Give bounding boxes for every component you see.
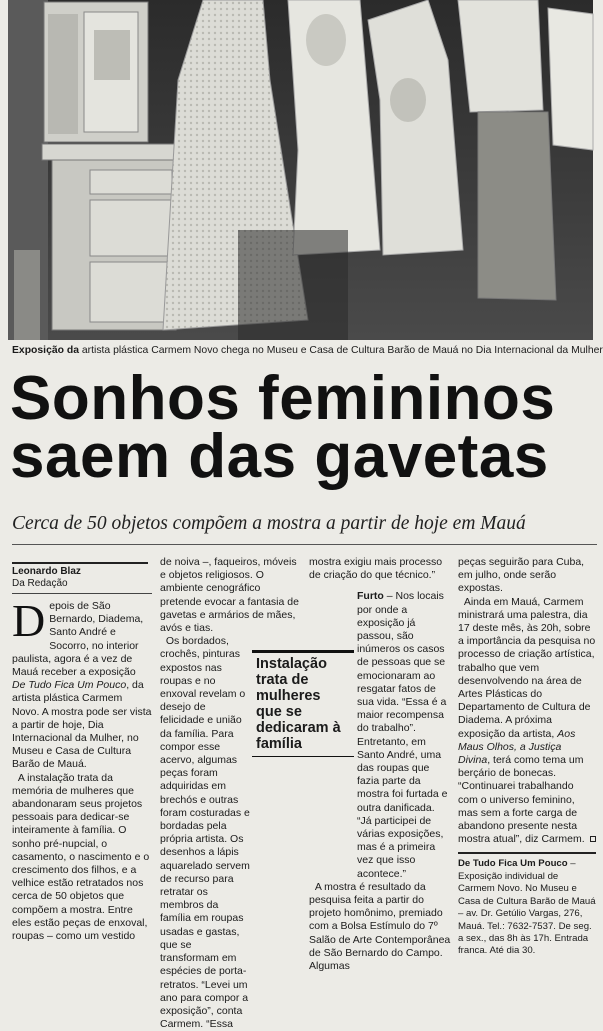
paragraph-text: A instalação trata da memória de mulheres que abandonaram seus projetos pessoais para dedicar-se inteiramente à família. O sonho pré-nupcial, o casamento, o nascimento e o crescimento dos filhos, e a velhice estão retratados nos cerca de 50 objetos que compõem a mostra. Entre eles estão peças de enxoval, roupas – como um vestido — [12, 771, 150, 943]
paragraph-text: epois de São Bernardo, Diadema, Santo André e Socorro, no interior paulista, agora é a vez de Mauá receber a exposição — [12, 600, 144, 679]
paragraph-text: A mostra é resultado da pesquisa feita a partir do projeto homônimo, premiado com a Bolsa Estímulo do 7º Salão de Arte Contemporânea de São Bernardo do Campo. Algumas — [309, 880, 451, 973]
drop-cap: D — [12, 595, 46, 646]
headline-line-2: saem das gavetas — [10, 422, 549, 491]
exhibition-title: De Tudo Fica Um Pouco — [12, 679, 127, 692]
exhibition-photo — [8, 0, 593, 340]
next-exhibition-title: Aos Maus Olhos, a Justiça Divina — [458, 727, 576, 767]
paragraph — [12, 772, 152, 944]
paragraph-text: , terá como tema um berçário de bonecas. “Continuarei trabalhando com o universo feminino, mas sem a forte carga de abandono presente nesta mostra atual”, diz Carmem. — [458, 754, 585, 846]
caption-text: artista plástica Carmem Novo chega no Museu e Casa de Cultura Barão de Mauá no Dia Internacional da Mulher — [81, 345, 603, 356]
info-text: – Exposição individual de Carmem Novo. No Museu e Casa de Cultura Barão de Mauá – av. Dr. Getúlio Vargas, 276, Mauá. Tel.: 7632-7537. De seg. a sex., das 8h às 17h. Entrada franca. Até dia 30. — [458, 858, 596, 957]
headline — [10, 364, 595, 491]
paragraph — [458, 556, 596, 596]
byline-role: Da Redação — [12, 578, 152, 594]
paragraph-text: Os bordados, crochês, pinturas expostos nas roupas e no enxoval revelam o desejo de felicidade e união da família. Para compor esse acervo, algumas peças foram adquiridas em brechós e outras foram costuradas e bordadas pela própria artista. Os desenhos a lápis aquarelado servem de recurso para retratar os membros da família em roupas usadas e gastas, que se transformam em espécies de porta-retratos. “Levei um ano para compor a exposição”, conta Carmem. “Essa — [160, 635, 250, 1031]
paragraph — [160, 556, 302, 635]
paragraph-text: – Nos locais por onde a exposição já passou, são inúmeros os casos de pessoas que se emocionaram ao resgatar fatos de sua vida. “Essa é a maior recompensa do trabalho”. Entretanto, em Santo André, uma das roupas que fazia parte da mostra foi furtada e outra danificada. “Já participei de várias exposições, mas é a primeira vez que isso acontece.” — [357, 590, 448, 880]
info-title: De Tudo Fica Um Pouco — [458, 858, 568, 870]
byline-author: Leonardo Blaz — [12, 566, 81, 577]
subheadline: Cerca de 50 objetos compõem a mostra a partir de hoje em Mauá — [12, 513, 526, 534]
paragraph — [309, 556, 451, 582]
pull-quote: Instalação trata de mulheres que se dedicaram à família — [252, 650, 354, 757]
end-mark-icon — [590, 836, 596, 842]
paragraph — [309, 881, 451, 973]
photo-caption — [12, 344, 603, 357]
paragraph-text: , da artista plástica Carmem Novo. A mostra pode ser vista a partir de hoje, Dia Internacional da Mulher, no Museu e Casa de Cultura Barão de Mauá. — [12, 679, 152, 771]
article-column-1 — [12, 562, 152, 943]
paragraph-text: de noiva –, faqueiros, móveis e objetos religiosos. O ambiente cenográfico pretende evocar a fantasia de gavetas e armários de mães, avós e tias. — [160, 556, 299, 635]
headline-line-1: Sonhos femininos — [10, 364, 556, 433]
subsection-label: Furto — [357, 590, 384, 603]
byline-bar — [12, 562, 148, 564]
paragraph — [458, 596, 596, 847]
exhibition-info-box — [458, 852, 596, 957]
caption-lead: Exposição da — [12, 345, 79, 356]
paragraph-text: mostra exigiu mais processo de criação do que técnico.” — [309, 556, 443, 582]
paragraph-text: peças seguirão para Cuba, em julho, onde serão expostas. — [458, 556, 585, 595]
paragraph-text: Ainda em Mauá, Carmem ministrará uma palestra, dia 17 deste mês, às 20h, sobre a importância da pesquisa no processo de criação artística, trabalho que vem desenvolvendo na área de Artes Plásticas do Departamento de Cultura de Diadema. A próxima exposição da artista, — [458, 595, 596, 740]
article-column-4 — [458, 556, 596, 957]
exhibition-photo-illustration — [8, 0, 593, 340]
divider — [12, 544, 597, 545]
paragraph — [12, 595, 152, 772]
